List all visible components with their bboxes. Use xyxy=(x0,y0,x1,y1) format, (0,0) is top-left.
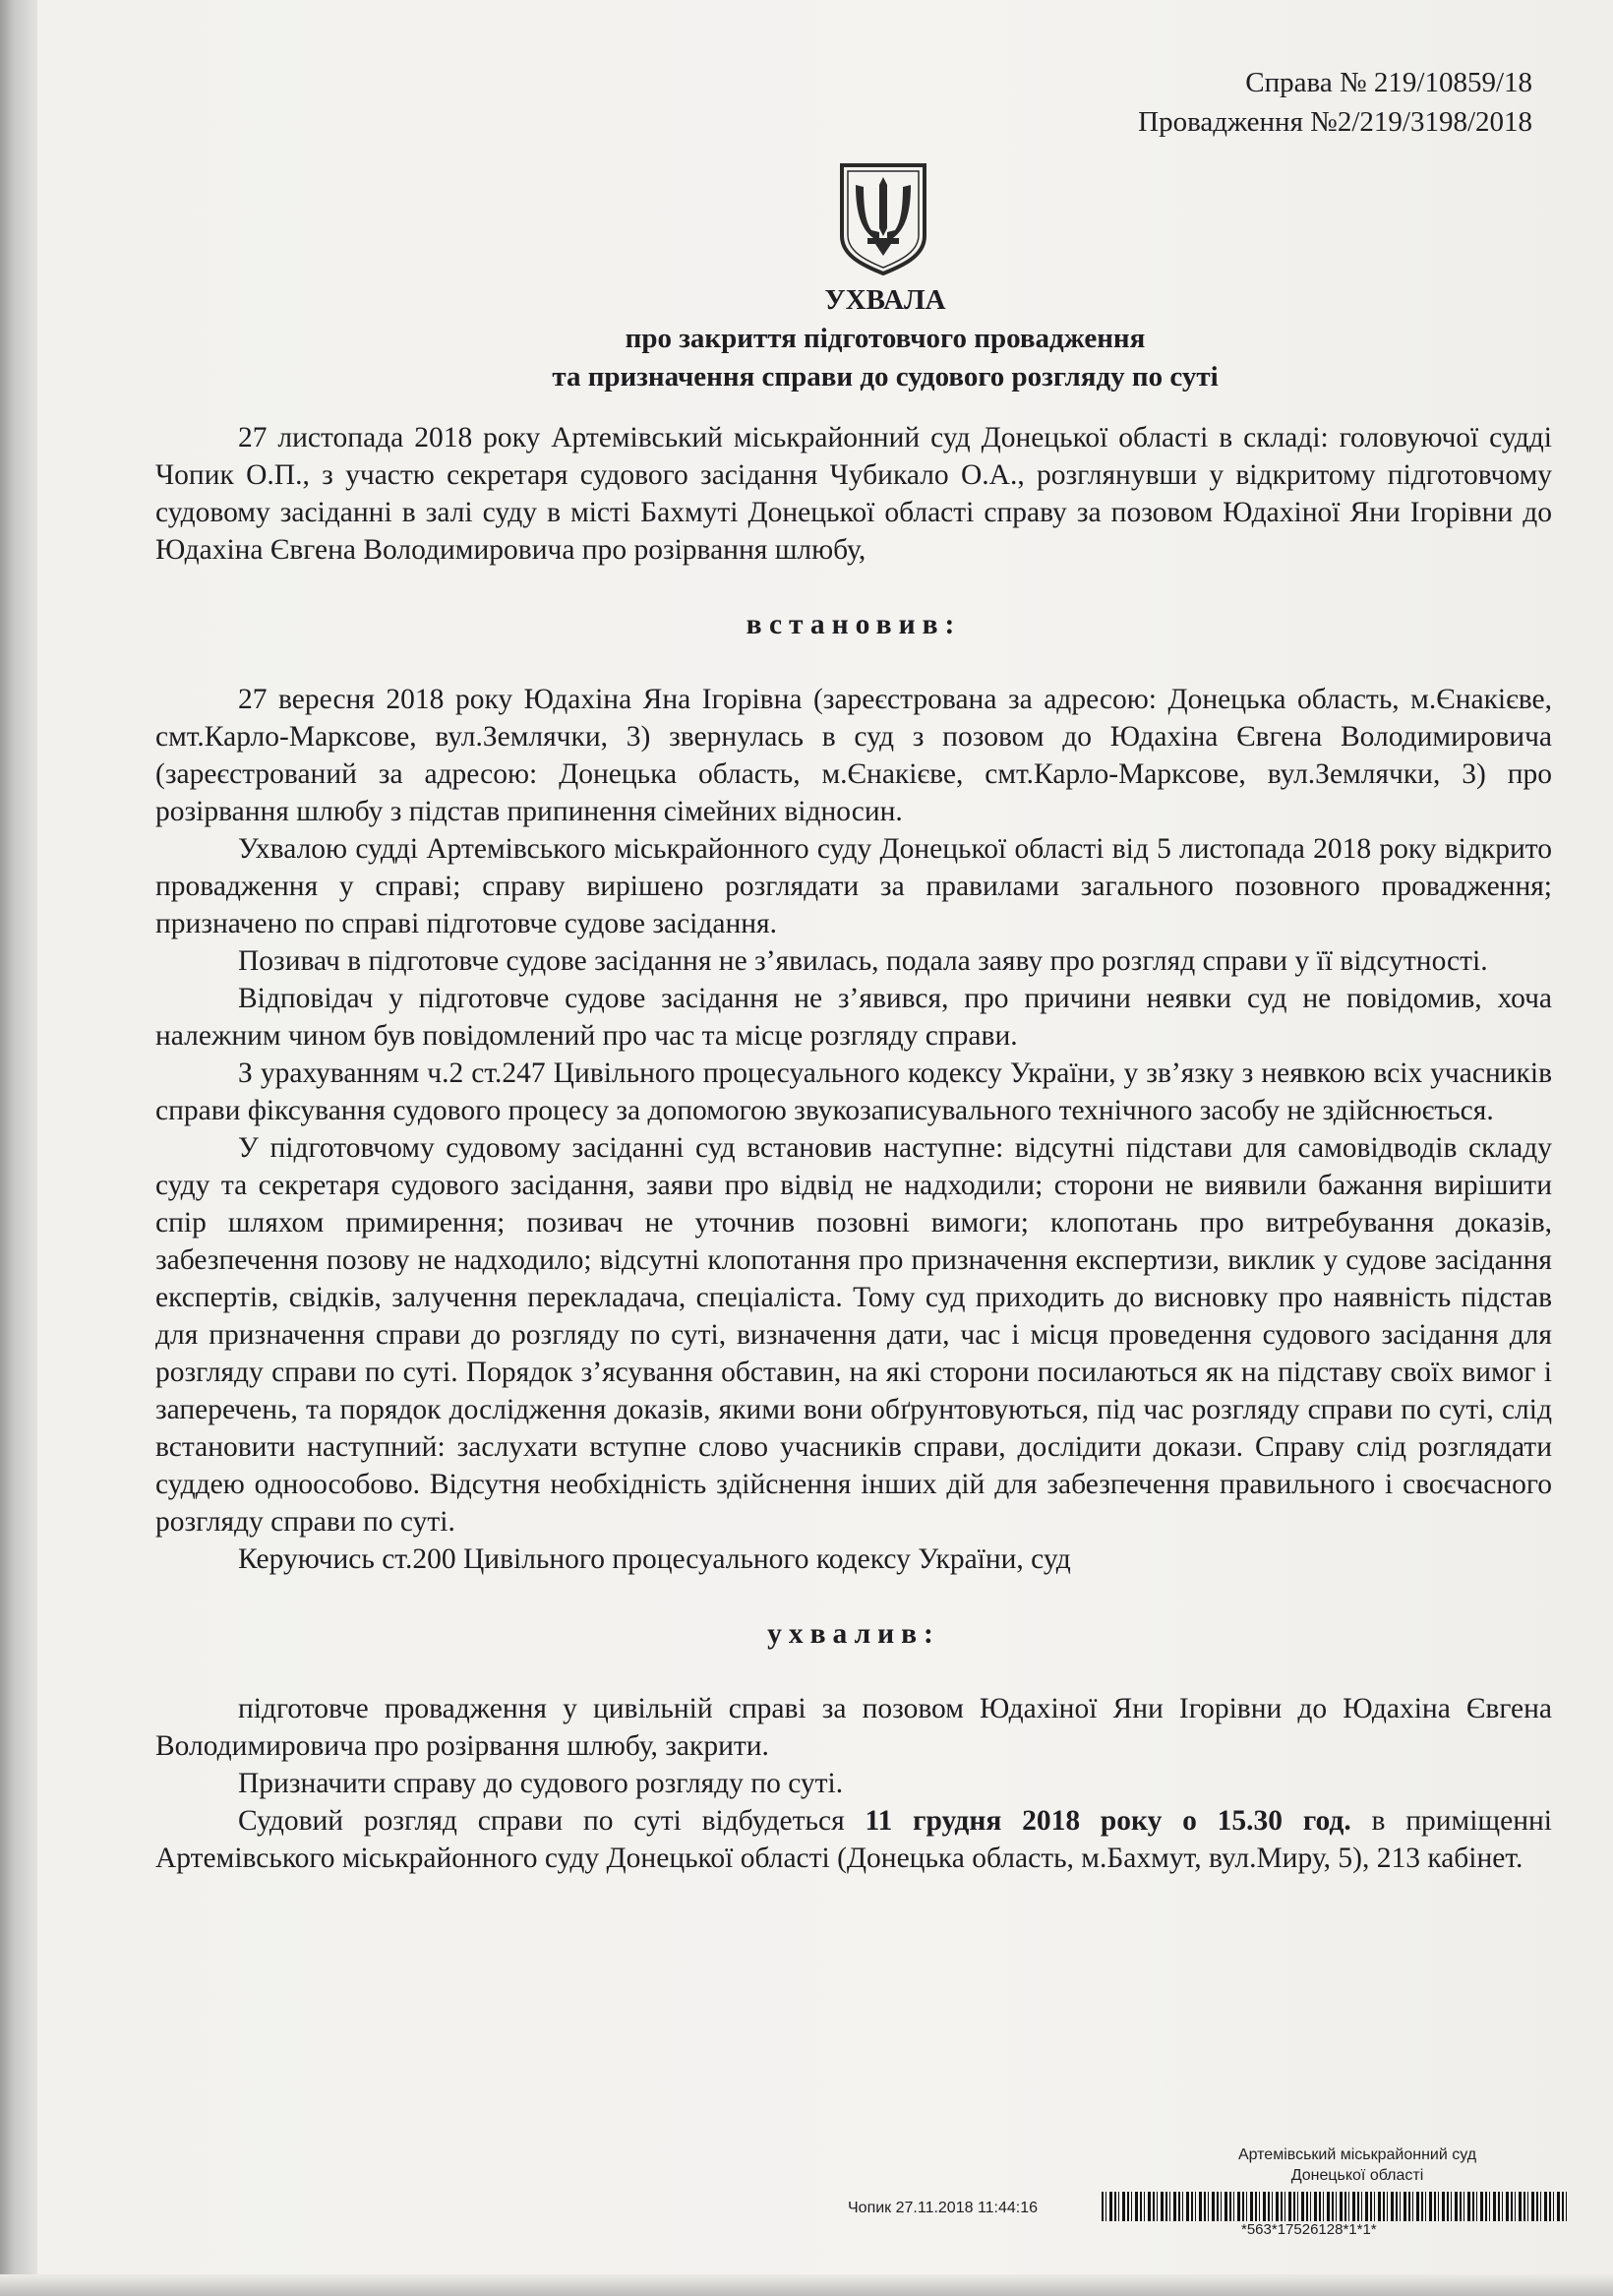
established-heading: встановив: xyxy=(746,609,962,640)
scan-left-edge-shadow xyxy=(0,0,37,2296)
title-subject-line1: про закриття підготовчого провадження xyxy=(625,323,1146,354)
stamp-signature: Чопик 27.11.2018 11:44:16 xyxy=(848,2200,1039,2216)
stamp-court-name xyxy=(1190,2145,1524,2186)
document-title xyxy=(393,281,1377,396)
title-subject-line2: та призначення справи до судового розгляду по суті xyxy=(552,361,1219,393)
proceeding-number: Провадження №2/219/3198/2018 xyxy=(1138,106,1532,138)
ruled-paragraph-hearing xyxy=(155,1802,1552,1877)
established-paragraph: Відповідач у підготовче судове засідання не з’явився, про причини неявки суд не повідомив, хоча належним чином був повідомлений про час та місце розгляду справи. xyxy=(155,983,1552,1052)
title-heading: УХВАЛА xyxy=(824,284,946,316)
ruled-heading: ухвалив: xyxy=(767,1618,940,1650)
established-paragraph: З урахуванням ч.2 ст.247 Цивільного процесуального кодексу України, у зв’язку з неявкою всіх учасників справи фіксування судового процесу за допомогою звукозаписувального технічного засобу не здійснюється. xyxy=(155,1057,1552,1126)
scan-bottom-edge xyxy=(0,2274,1613,2296)
established-paragraph: У підготовчому судовому засіданні суд встановив наступне: відсутні підстави для самовідводів складу суду та секретаря судового засідання, заяви про відвід не надходили; сторони не виявили бажання вирішити спір шляхом примирення; позивач не уточнив позовні вимоги; клопотань про витребування доказів, забезпечення позову не надходило; відсутні клопотання про призначення експертизи, виклик у судове засідання експертів, свідків, залучення перекладача, спеціаліста. Тому суд приходить до висновку про наявність підстав для призначення справи до розгляду по суті, визначення дати, час і місця проведення судового засідання для розгляду справи по суті. Порядок з’ясування обставин, на які сторони посилаються як на підставу своїх вимог і заперечень, та порядок дослідження доказів, якими вони обґрунтовуються, під час розгляду справи по суті, слід встановити наступний: заслухати вступне слово учасників справи, дослідити докази. Справу слід розглядати суддею одноособово. Відсутня необхідність здійснення інших дій для забезпечення правильного і своєчасного розгляду справи по суті. xyxy=(155,1132,1552,1538)
intro-paragraph: 27 листопада 2018 року Артемівський міськрайонний суд Донецької області в складі: головуючої судді Чопик О.П., з участю секретаря судового засідання Чубикало О.А., розглянувши у відкритому підготовчому судовому засіданні в залі суду в місті Бахмуті Донецької області справу за позовом Юдахіної Яни Ігорівни до Юдахіна Євгена Володимировича про розірвання шлюбу, xyxy=(155,422,1552,566)
established-paragraph: Позивач в підготовче судове засідання не з’явилась, подала заяву про розгляд справи у її відсутності. xyxy=(238,945,1488,977)
established-paragraph: Керуючись ст.200 Цивільного процесуального кодексу України, суд xyxy=(238,1543,1071,1575)
ukraine-trident-icon xyxy=(834,159,932,277)
case-number: Справа № 219/10859/18 xyxy=(1245,67,1532,98)
hearing-text-end: в приміщенні Артемівського міськрайонного суду Донецької області (Донецька область, м.Бахмут, вул.Миру, 5), 213 кабінет. xyxy=(155,1805,1552,1874)
stamp-court-line1: Артемівський міськрайонний суд xyxy=(1237,2146,1477,2163)
hearing-date-time: 11 грудня 2018 року о 15.30 год. xyxy=(865,1805,1351,1837)
ruled-paragraph: підготовче провадження у цивільній справі за позовом Юдахіної Яни Ігорівни до Юдахіна Євгена Володимировича про розірвання шлюбу, закрити. xyxy=(155,1693,1552,1762)
barcode-number: *563*17526128*1*1* xyxy=(1241,2221,1377,2238)
barcode-icon xyxy=(1102,2192,1569,2221)
ruled-paragraph: Призначити справу до судового розгляду по суті. xyxy=(238,1768,844,1799)
hearing-text-start: Судовий розгляд справи по суті відбудеться xyxy=(238,1805,866,1837)
established-paragraph: Ухвалою судді Артемівського міськрайонного суду Донецької області від 5 листопада 2018 року відкрито провадження у справі; справу вирішено розглядати за правилами загального позовного провадження; призначено по справі підготовче судове засідання. xyxy=(155,833,1552,939)
case-reference xyxy=(1138,63,1532,142)
established-paragraph: 27 вересня 2018 року Юдахіна Яна Ігорівна (зареєстрована за адресою: Донецька область, м.Єнакієве, смт.Карло-Марксове, вул.Землячки, 3) звернулась в суд з позовом до Юдахіна Євгена Володимировича (зареєстрований за адресою: Донецька область, м.Єнакієве, смт.Карло-Марксове, вул.Землячки, 3) про розірвання шлюбу з підстав припинення сімейних відносин. xyxy=(155,684,1552,827)
document-body xyxy=(155,419,1552,1877)
stamp-court-line2: Донецької області xyxy=(1290,2167,1424,2184)
